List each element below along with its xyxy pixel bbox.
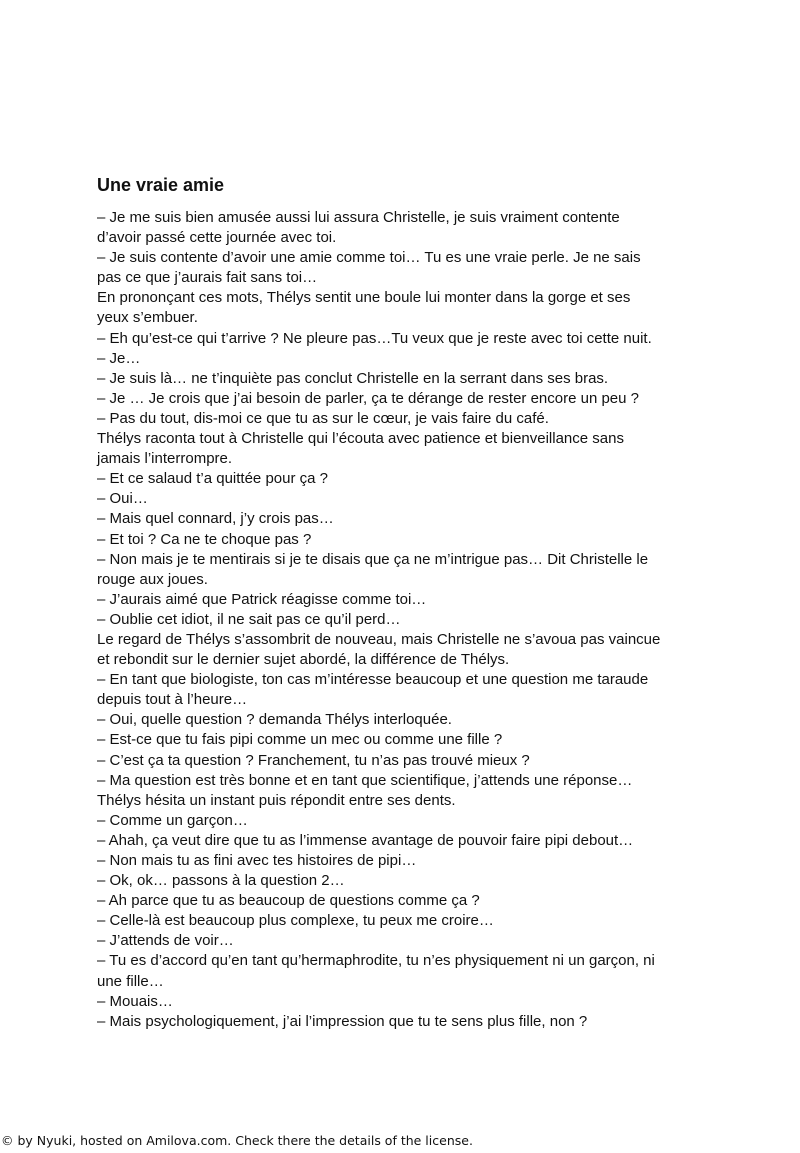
text-line: Thélys hésita un instant puis répondit entre ses dents. (97, 791, 456, 809)
text-line: – Et ce salaud t’a quittée pour ça ? (97, 470, 328, 488)
text-line: – Je suis contente d’avoir une amie comme toi… Tu es une vraie perle. Je ne sais (97, 249, 641, 267)
story-text (97, 208, 737, 1032)
text-line: Le regard de Thélys s’assombrit de nouveau, mais Christelle ne s’avoua pas vaincue (97, 630, 661, 648)
text-line: – Est-ce que tu fais pipi comme un mec ou comme une fille ? (97, 731, 503, 749)
text-line: – Je suis là… ne t’inquiète pas conclut Christelle en la serrant dans ses bras. (97, 369, 609, 387)
text-line: – En tant que biologiste, ton cas m’intéresse beaucoup et une question me taraude (97, 671, 649, 689)
text-line: – Je … Je crois que j’ai besoin de parler, ça te dérange de rester encore un peu ? (97, 389, 639, 407)
text-line: – Oui, quelle question ? demanda Thélys interloquée. (97, 711, 452, 729)
text-line: – Eh qu’est-ce qui t’arrive ? Ne pleure pas…Tu veux que je reste avec toi cette nuit. (97, 329, 652, 347)
text-line: – Comme un garçon… (97, 811, 248, 829)
text-line: yeux s’embuer. (97, 309, 198, 327)
text-line: – Non mais tu as fini avec tes histoires de pipi… (97, 852, 417, 869)
text-line: – Ah parce que tu as beaucoup de questions comme ça ? (97, 892, 480, 910)
text-line: – Ma question est très bonne et en tant que scientifique, j’attends une réponse… (97, 771, 633, 789)
text-line: – J’attends de voir… (97, 932, 234, 950)
text-line: – Et toi ? Ca ne te choque pas ? (97, 530, 312, 548)
text-line: – Pas du tout, dis-moi ce que tu as sur le cœur, je vais faire du café. (97, 409, 549, 427)
text-line: – Oui… (97, 490, 148, 508)
text-line: une fille… (97, 972, 164, 990)
document-title: Une vraie amie (97, 175, 225, 195)
text-line: et rebondit sur le dernier sujet abordé, la différence de Thélys. (97, 651, 510, 669)
text-line: En prononçant ces mots, Thélys sentit une boule lui monter dans la gorge et ses (97, 289, 631, 307)
license-footer: © by Nyuki, hosted on Amilova.com. Check there the details of the license. (1, 1133, 473, 1148)
text-line: – Tu es d’accord qu’en tant qu’hermaphrodite, tu n’es physiquement ni un garçon, ni (97, 952, 655, 970)
text-line: depuis tout à l’heure… (97, 691, 248, 709)
text-line: – Je me suis bien amusée aussi lui assura Christelle, je suis vraiment contente (97, 209, 620, 226)
text-line: d’avoir passé cette journée avec toi. (97, 229, 337, 247)
text-line: – Ok, ok… passons à la question 2… (97, 872, 345, 890)
text-line: – Je… (97, 349, 141, 367)
text-line: – J’aurais aimé que Patrick réagisse comme toi… (97, 590, 427, 608)
text-line: jamais l’interrompre. (97, 450, 233, 468)
text-line: – Mouais… (97, 992, 173, 1010)
text-line: – Celle-là est beaucoup plus complexe, tu peux me croire… (97, 912, 494, 930)
text-line: pas ce que j’aurais fait sans toi… (97, 269, 318, 287)
text-line: – C’est ça ta question ? Franchement, tu n’as pas trouvé mieux ? (97, 751, 530, 769)
text-line: – Mais psychologiquement, j’ai l’impression que tu te sens plus fille, non ? (97, 1012, 588, 1030)
text-line: – Mais quel connard, j’y crois pas… (97, 510, 334, 528)
text-line: – Ahah, ça veut dire que tu as l’immense avantage de pouvoir faire pipi debout… (97, 831, 634, 849)
text-line: – Oublie cet idiot, il ne sait pas ce qu’il perd… (97, 610, 401, 628)
text-line: – Non mais je te mentirais si je te disais que ça ne m’intrigue pas… Dit Christelle le (97, 550, 649, 568)
text-line: Thélys raconta tout à Christelle qui l’écouta avec patience et bienveillance sans (97, 430, 624, 448)
text-line: rouge aux joues. (97, 570, 208, 588)
